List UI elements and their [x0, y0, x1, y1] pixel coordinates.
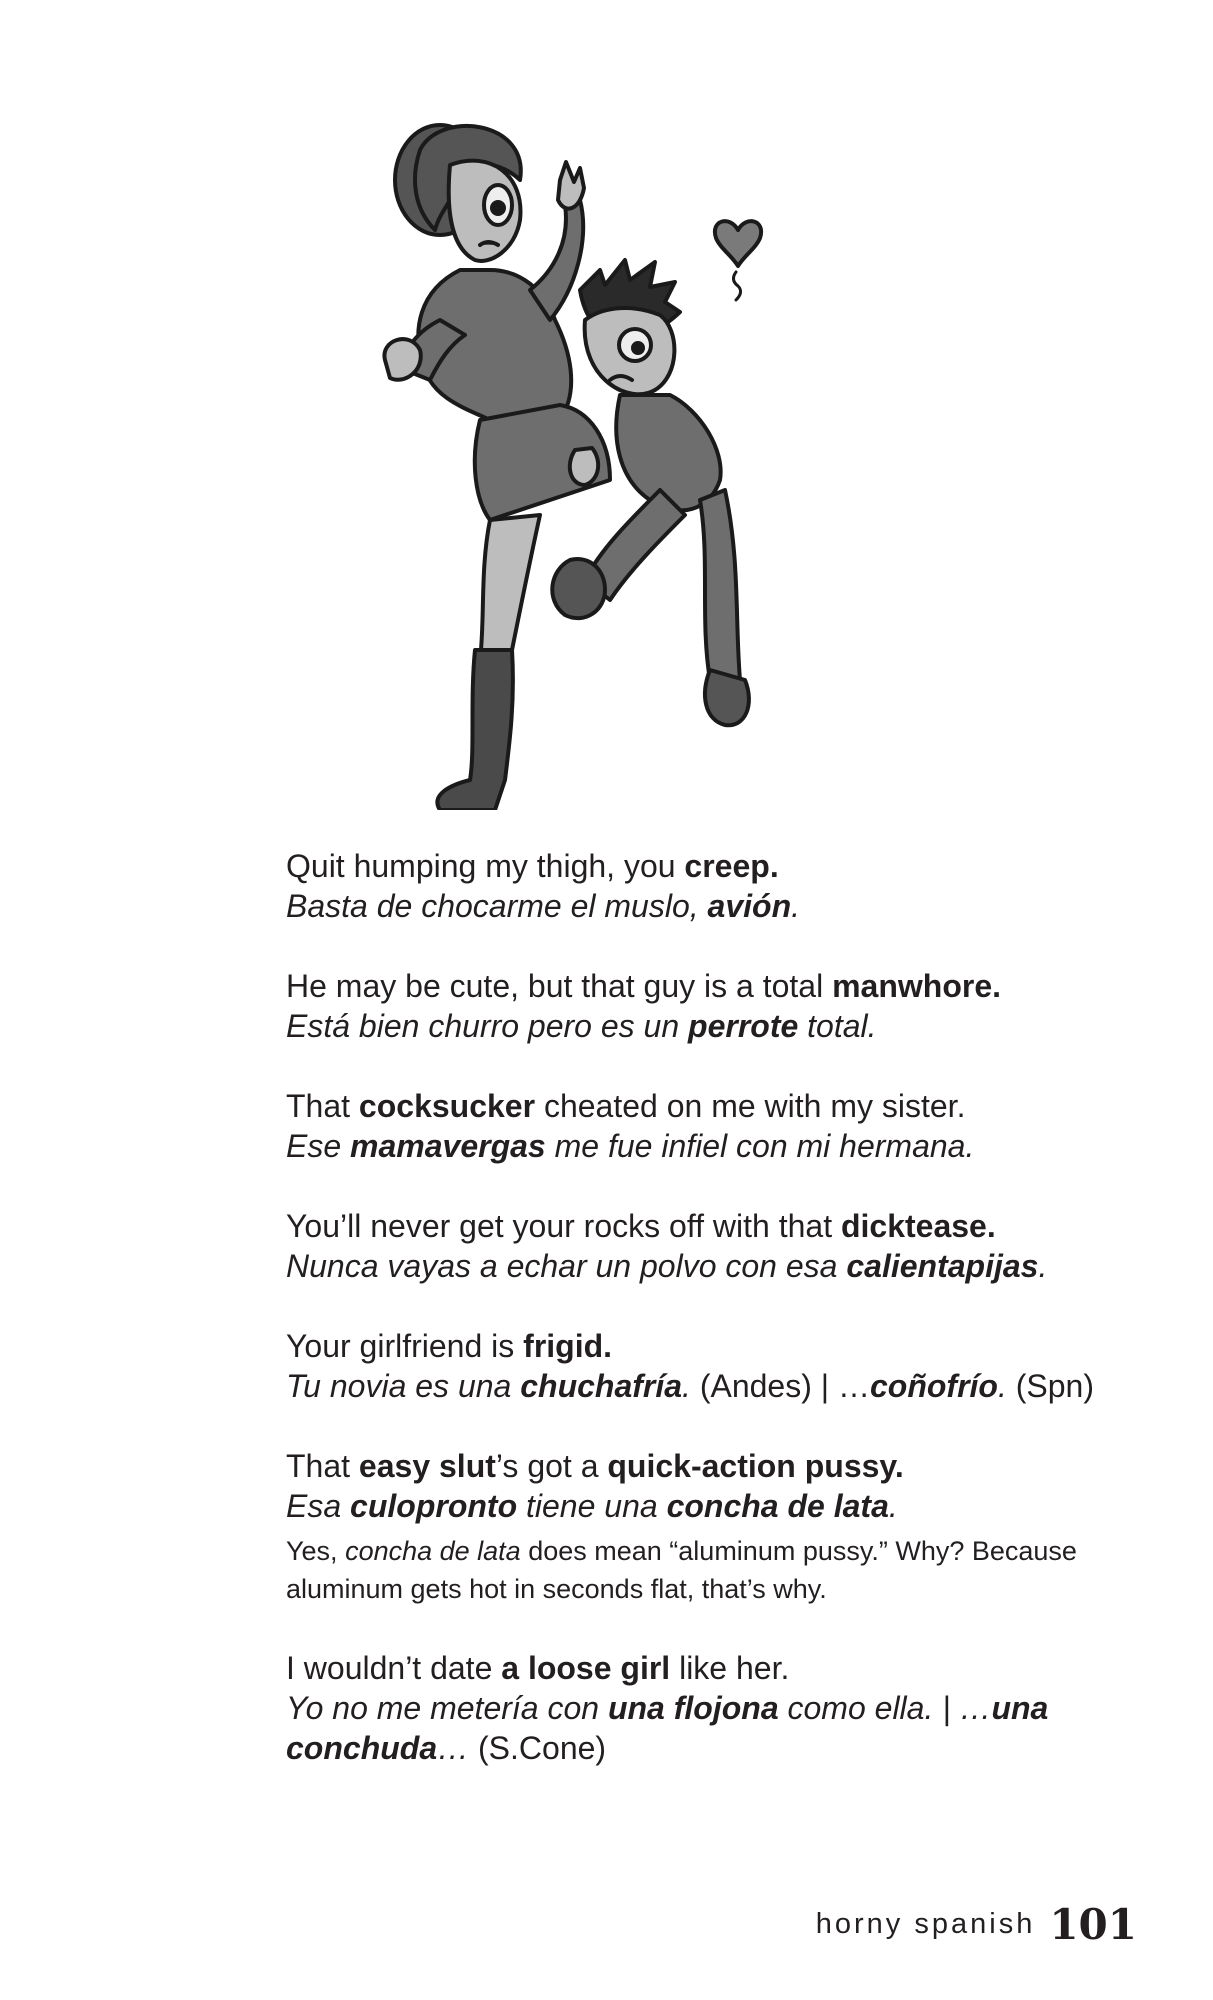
phrase-entry — [286, 1206, 1146, 1286]
slang-term: una conchuda — [286, 1690, 1049, 1766]
english-phrase: That cocksucker cheated on me with my sister. — [286, 1088, 966, 1124]
english-phrase: You’ll never get your rocks off with that dicktease. — [286, 1208, 996, 1244]
spanish-phrase: Basta de chocarme el muslo, avión. — [286, 888, 800, 924]
slang-term: a loose girl — [501, 1650, 671, 1686]
spanish-phrase: Tu novia es una chuchafría. (Andes) | …coñofrío. (Spn) — [286, 1368, 1094, 1404]
english-phrase: Your girlfriend is frigid. — [286, 1328, 613, 1364]
slang-term: chuchafría — [520, 1368, 683, 1404]
slang-term: una flojona — [607, 1690, 779, 1726]
page-number: 101 — [1049, 1900, 1137, 1949]
slang-term: mamavergas — [350, 1128, 546, 1164]
spanish-phrase: Nunca vayas a echar un polvo con esa calientapijas. — [286, 1248, 1048, 1284]
slang-term: creep. — [684, 848, 779, 884]
spanish-phrase: Esa culopronto tiene una concha de lata. — [286, 1488, 898, 1524]
phrase-entry — [286, 1446, 1146, 1608]
phrase-entry — [286, 966, 1146, 1046]
slang-term: avión — [707, 888, 792, 924]
region-tag: (Andes) | … — [690, 1368, 870, 1404]
slang-term: calientapijas — [846, 1248, 1039, 1284]
phrase-entry — [286, 1648, 1146, 1768]
slang-term: perrote — [688, 1008, 799, 1044]
phrase-list — [286, 846, 1146, 1808]
english-phrase: He may be cute, but that guy is a total manwhore. — [286, 968, 1001, 1004]
slang-term: concha de lata — [666, 1488, 889, 1524]
slang-term: cocksucker — [358, 1088, 536, 1124]
slang-term: frigid. — [523, 1328, 613, 1364]
slang-term: dicktease. — [840, 1208, 996, 1244]
english-phrase: I wouldn’t date a loose girl like her. — [286, 1650, 790, 1686]
phrase-entry — [286, 846, 1146, 926]
book-title: horny spanish — [815, 1908, 1036, 1940]
cartoon-illustration — [380, 120, 920, 810]
english-phrase: Quit humping my thigh, you creep. — [286, 848, 779, 884]
english-phrase: That easy slut’s got a quick-action pussy. — [286, 1448, 904, 1484]
phrase-entry — [286, 1086, 1146, 1166]
region-tag: (Spn) — [1006, 1368, 1094, 1404]
slang-term: culopronto — [350, 1488, 518, 1524]
usage-note: Yes, concha de lata does mean “aluminum pussy.” Why? Because aluminum gets hot in seconds flat, that’s why. — [286, 1536, 1077, 1604]
slang-term: quick-action pussy. — [607, 1448, 904, 1484]
spanish-phrase: Yo no me metería con una flojona como ella. | …una conchuda… (S.Cone) — [286, 1690, 1049, 1766]
slang-term: manwhore. — [832, 968, 1001, 1004]
slang-term: easy slut — [358, 1448, 496, 1484]
spanish-phrase: Ese mamavergas me fue infiel con mi hermana. — [286, 1128, 975, 1164]
slang-term: coñofrío — [869, 1368, 998, 1404]
phrase-entry — [286, 1326, 1146, 1406]
spanish-phrase: Está bien churro pero es un perrote total. — [286, 1008, 877, 1044]
region-tag: (S.Cone) — [469, 1730, 607, 1766]
page-footer — [816, 1900, 1137, 1949]
